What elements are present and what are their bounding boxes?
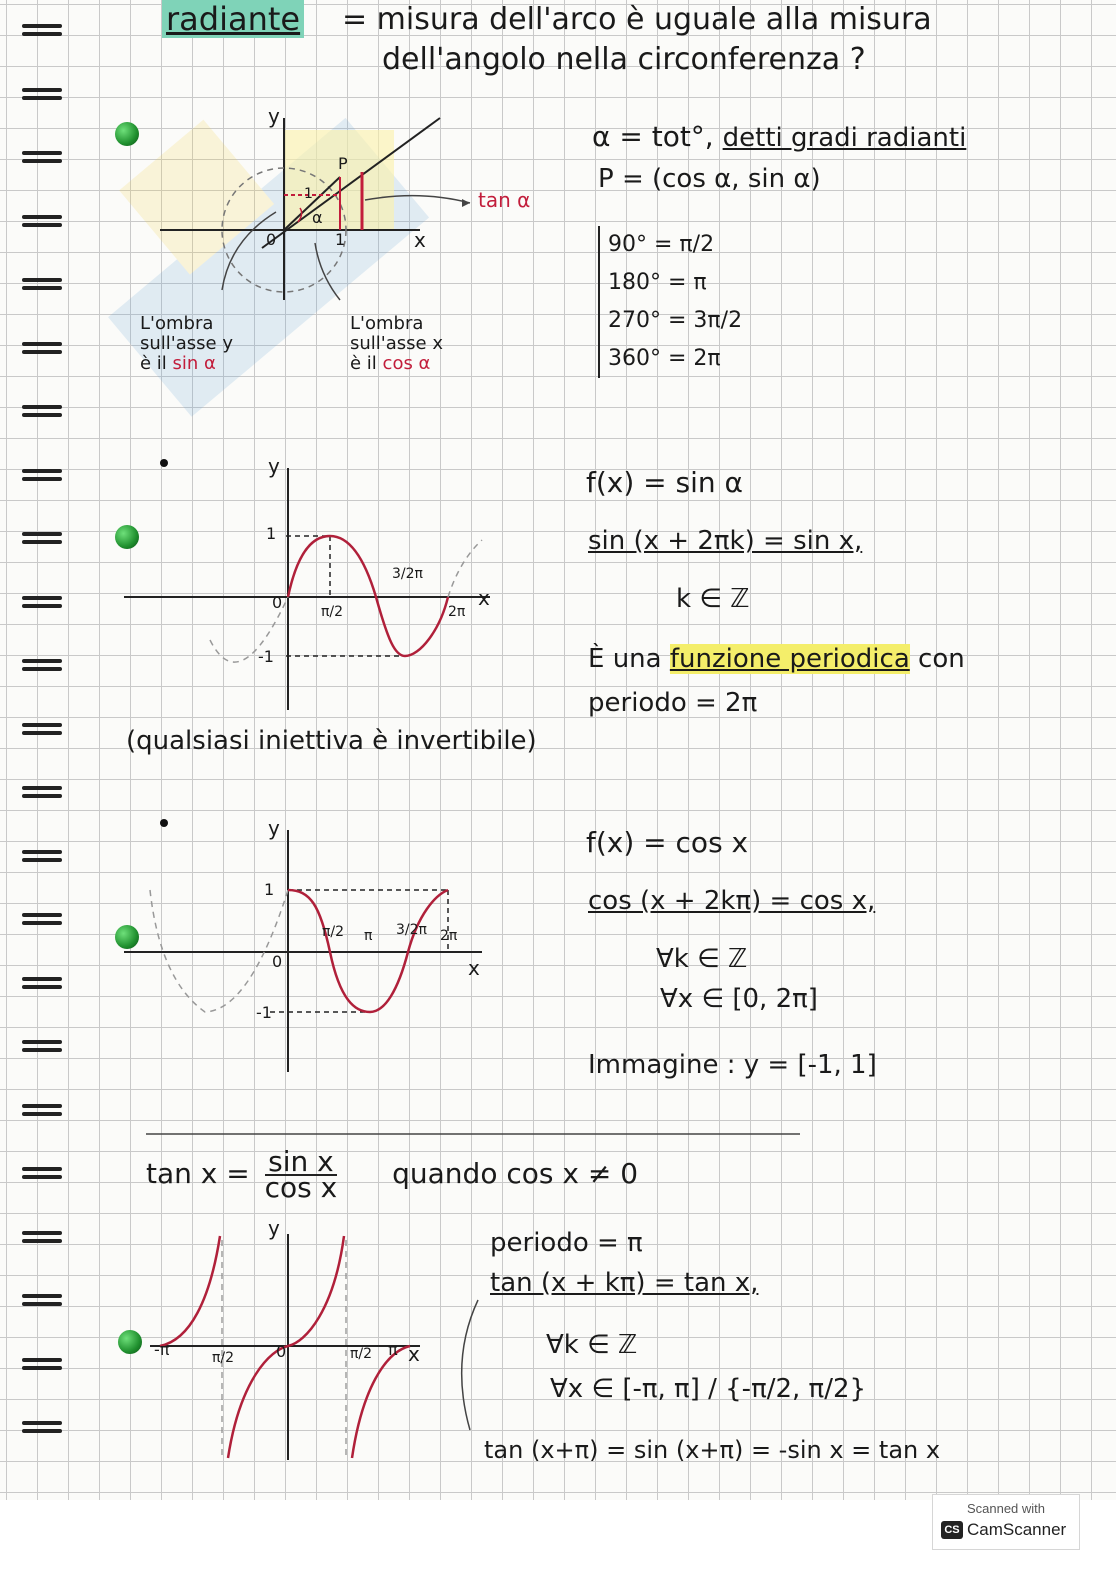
- tan-m-pi: -π: [154, 1340, 170, 1359]
- cos-tick-m1: -1: [256, 1003, 272, 1022]
- sin-tick-m1: -1: [258, 647, 274, 666]
- cos-tick-1: 1: [264, 880, 275, 899]
- cos-f-def: f(x) = cos x: [586, 826, 749, 859]
- alpha-def-prefix: α = tot°,: [592, 120, 714, 153]
- conv-180: 180° = π: [608, 270, 707, 295]
- sin-pi-half: π/2: [321, 604, 344, 620]
- cos-pi: π: [364, 928, 373, 944]
- alpha-def-suffix: detti gradi radianti: [722, 123, 967, 153]
- sin-two-pi: 2π: [448, 604, 466, 620]
- tan-zero: 0: [276, 1342, 287, 1361]
- sin-tick-1: 1: [266, 524, 277, 543]
- cos-two-pi: 2π: [440, 928, 458, 944]
- uc-one-x-label: 1: [335, 230, 346, 249]
- uc-note-y-prefix: è il: [140, 353, 167, 374]
- scanner-top-text: Scanned with: [966, 1501, 1046, 1516]
- sin-periodic-prefix: È una: [588, 644, 662, 674]
- uc-alpha-label: α: [312, 208, 323, 227]
- sin-tick-0: 0: [272, 593, 283, 612]
- header-line-2: dell'angolo nella circonferenza ?: [382, 42, 866, 77]
- sin-periodic-highlight: funzione periodica: [669, 644, 910, 674]
- tan-x-domain: ∀x ∈ [-π, π] / {-π/2, π/2}: [550, 1374, 867, 1404]
- conv-360: 360° = 2π: [608, 346, 721, 371]
- uc-point-label: P: [338, 154, 348, 173]
- uc-note-y-line-2: sull'asse y: [140, 333, 233, 354]
- sin-k-domain: k ∈ ℤ: [676, 584, 750, 614]
- cos-periodicity: cos (x + 2kπ) = cos x,: [588, 886, 876, 916]
- tan-x-axis-label: x: [408, 1342, 420, 1366]
- cos-pi-half: π/2: [322, 924, 345, 940]
- tan-pi: π: [388, 1340, 398, 1359]
- tan-y-axis-label: y: [268, 1216, 280, 1240]
- uc-tan-label: tan α: [478, 188, 531, 212]
- tan-def-num: sin x: [265, 1150, 338, 1176]
- tan-periodicity: tan (x + kπ) = tan x,: [490, 1268, 759, 1298]
- uc-note-x-line-2: sull'asse x: [350, 333, 443, 354]
- tan-period: periodo = π: [490, 1228, 643, 1258]
- point-definition: P = (cos α, sin α): [598, 164, 821, 194]
- scanner-badge: [932, 1494, 1080, 1550]
- tan-k-domain: ∀k ∈ ℤ: [546, 1330, 638, 1360]
- conv-270: 270° = 3π/2: [608, 308, 743, 333]
- sin-note: (qualsiasi iniettiva è invertibile): [126, 726, 537, 756]
- uc-note-x-line-1: L'ombra: [350, 313, 424, 334]
- uc-note-x-prefix: è il: [350, 353, 377, 374]
- uc-note-y-line-1: L'ombra: [140, 313, 214, 334]
- sin-y-axis-label: y: [268, 454, 280, 478]
- sin-three-pi-half: 3/2π: [392, 566, 423, 582]
- tan-def-left: tan x =: [146, 1157, 250, 1190]
- tan-def-den: cos x: [264, 1171, 338, 1204]
- cos-x-domain: ∀x ∈ [0, 2π]: [660, 984, 818, 1014]
- cos-y-axis-label: y: [268, 816, 280, 840]
- tan-pi-half: π/2: [350, 1346, 373, 1362]
- tan-last-line: tan (x+π) = sin (x+π) = -sin x = tan x: [484, 1436, 941, 1464]
- sin-x-axis-label: x: [478, 586, 490, 610]
- sin-f-def: f(x) = sin α: [586, 466, 744, 499]
- sin-period: periodo = 2π: [588, 688, 758, 718]
- sin-periodicity: sin (x + 2πk) = sin x,: [588, 526, 863, 556]
- cos-tick-0: 0: [272, 952, 283, 971]
- uc-y-axis-label: y: [268, 104, 280, 128]
- uc-note-y-fn: sin α: [172, 353, 216, 374]
- cos-k-domain: ∀k ∈ ℤ: [656, 944, 748, 974]
- tan-m-pi-half: π/2: [212, 1350, 235, 1366]
- cos-three-pi-half: 3/2π: [396, 922, 427, 938]
- conv-90: 90° = π/2: [608, 232, 715, 257]
- header-line-1: = misura dell'arco è uguale alla misura: [342, 2, 932, 37]
- sin-periodic-suffix: con: [918, 644, 965, 674]
- scanner-name: CamScanner: [967, 1520, 1067, 1539]
- cos-x-axis-label: x: [468, 956, 480, 980]
- tan-def-cond: quando cos x ≠ 0: [392, 1157, 639, 1190]
- uc-one-r-label: 1: [304, 186, 313, 202]
- header-term: radiante: [162, 0, 304, 38]
- camscanner-logo-icon: CS: [941, 1521, 963, 1539]
- uc-origin-label: 0: [266, 230, 277, 249]
- uc-x-axis-label: x: [414, 228, 426, 252]
- uc-note-x-fn: cos α: [382, 353, 431, 374]
- cos-image: Immagine : y = [-1, 1]: [588, 1050, 877, 1080]
